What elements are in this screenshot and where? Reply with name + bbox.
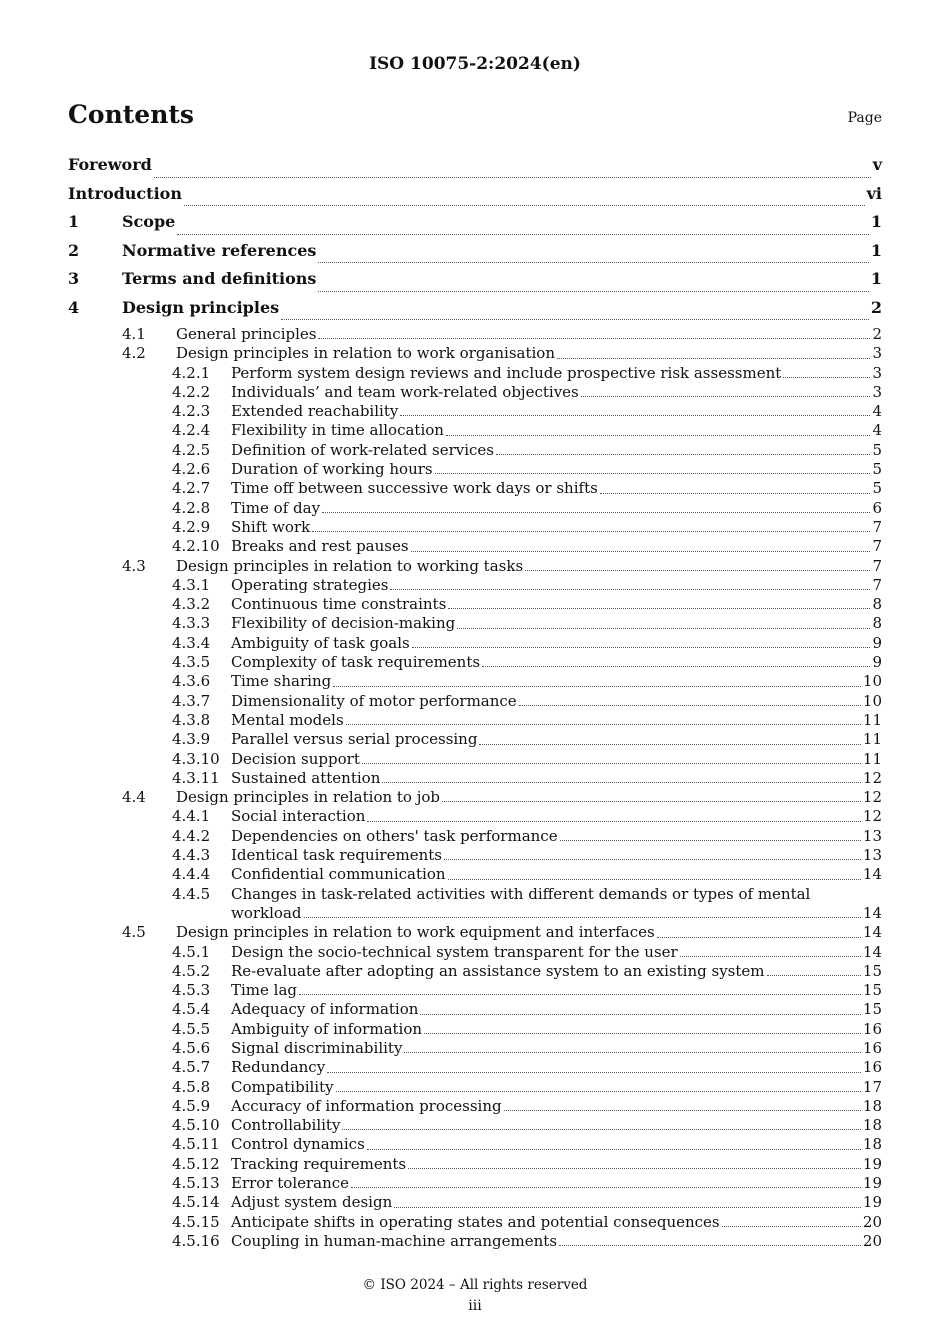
toc-entry-page: 3 bbox=[872, 363, 882, 382]
toc-entry-page: 6 bbox=[872, 498, 882, 517]
toc-entry[interactable] bbox=[68, 364, 882, 383]
toc-entry-page: 11 bbox=[862, 710, 882, 729]
toc-entry-title: Normative references bbox=[122, 240, 317, 260]
toc-entry-number: 4.3.9 bbox=[172, 730, 211, 749]
toc-entry-number: 4.5.10 bbox=[172, 1116, 220, 1135]
toc-entry-number: 4.2.6 bbox=[172, 460, 211, 479]
toc-entry-page: 7 bbox=[872, 537, 882, 556]
toc-entry-title: Design principles in relation to work equipment and interfaces bbox=[176, 923, 655, 942]
toc-entry-number: 4.5.16 bbox=[172, 1231, 220, 1250]
toc-entry-page: 19 bbox=[862, 1174, 882, 1193]
toc-entry[interactable] bbox=[68, 557, 882, 576]
toc-entry-page: 4 bbox=[872, 402, 882, 421]
toc-entry-page: 19 bbox=[862, 1193, 882, 1212]
toc-entry-page: 16 bbox=[862, 1019, 882, 1038]
toc-entry-title: Flexibility in time allocation bbox=[231, 421, 444, 440]
toc-entry-page: 10 bbox=[862, 672, 882, 691]
toc-entry[interactable] bbox=[68, 183, 882, 212]
toc-entry-page: 12 bbox=[862, 768, 882, 787]
toc-entry-title: Sustained attention bbox=[231, 768, 381, 787]
toc-entry-page: 8 bbox=[872, 595, 882, 614]
toc-entry-number: 4.5.9 bbox=[172, 1096, 211, 1115]
toc-entry-title: Control dynamics bbox=[231, 1135, 365, 1154]
toc-entry-number: 4.3.8 bbox=[172, 710, 211, 729]
toc-entry-page: 5 bbox=[872, 440, 882, 459]
toc-dot-leader bbox=[177, 234, 869, 235]
toc-dot-leader bbox=[496, 454, 870, 455]
toc-entry-page: 15 bbox=[862, 981, 882, 1000]
toc-entry[interactable] bbox=[68, 402, 882, 421]
toc-entry-number: 4.4.5 bbox=[172, 884, 211, 903]
toc-entry-number: 4 bbox=[68, 297, 80, 317]
toc-entry-page: 12 bbox=[862, 788, 882, 807]
toc-dot-leader bbox=[304, 917, 861, 918]
toc-entry-number: 4.3.4 bbox=[172, 633, 211, 652]
toc-entry[interactable] bbox=[68, 962, 882, 981]
toc-entry-title: Identical task requirements bbox=[231, 846, 442, 865]
toc-entry-page: 19 bbox=[862, 1154, 882, 1173]
toc-dot-leader bbox=[281, 319, 869, 320]
toc-entry-title: Time off between successive work days or shifts bbox=[231, 479, 598, 498]
toc-entry-title: Dependencies on others' task performance bbox=[231, 826, 558, 845]
toc-dot-leader bbox=[351, 1187, 861, 1188]
toc-entry-page: 7 bbox=[872, 556, 882, 575]
toc-entry-number: 4.5.15 bbox=[172, 1212, 220, 1231]
toc-entry-title: Individuals’ and team work-related objectives bbox=[231, 382, 579, 401]
toc-entry[interactable] bbox=[68, 154, 882, 183]
toc-dot-leader bbox=[600, 493, 871, 494]
toc-entry[interactable] bbox=[68, 383, 882, 402]
toc-entry[interactable] bbox=[68, 518, 882, 537]
toc-entry-title: Redundancy bbox=[231, 1058, 326, 1077]
toc-entry-page: 1 bbox=[870, 212, 882, 231]
toc-dot-leader bbox=[327, 1072, 861, 1073]
toc-entry[interactable] bbox=[68, 1039, 882, 1058]
toc-entry[interactable] bbox=[68, 499, 882, 518]
toc-entry-number: 4.3.6 bbox=[172, 672, 211, 691]
toc-entry-page: 4 bbox=[872, 421, 882, 440]
toc-entry-page: 14 bbox=[862, 942, 882, 961]
toc-entry[interactable] bbox=[68, 807, 882, 826]
toc-entry-page: v bbox=[872, 155, 882, 174]
toc-dot-leader bbox=[783, 377, 870, 378]
toc-entry[interactable] bbox=[68, 865, 882, 884]
toc-dot-leader bbox=[424, 1033, 861, 1034]
toc-dot-leader bbox=[482, 666, 870, 667]
toc-entry-number: 4.4.4 bbox=[172, 865, 211, 884]
toc-entry-page: 18 bbox=[862, 1116, 882, 1135]
toc-dot-leader bbox=[680, 956, 861, 957]
toc-entry-page: 5 bbox=[872, 479, 882, 498]
toc-dot-leader bbox=[448, 879, 861, 880]
page-title: Contents bbox=[68, 100, 195, 129]
toc-entry-number: 4.5.6 bbox=[172, 1038, 211, 1057]
toc-entry[interactable] bbox=[68, 923, 882, 942]
toc-entry-page: 1 bbox=[870, 240, 882, 260]
toc-dot-leader bbox=[346, 724, 861, 725]
toc-dot-leader bbox=[557, 358, 870, 359]
toc-entry-title: Confidential communication bbox=[231, 865, 446, 884]
toc-entry-page: 10 bbox=[862, 691, 882, 710]
toc-entry-number: 4.4.2 bbox=[172, 826, 211, 845]
toc-entry[interactable] bbox=[68, 240, 882, 269]
toc-entry-number: 4.5.11 bbox=[172, 1135, 220, 1154]
toc-entry-title: Definition of work-related services bbox=[231, 440, 494, 459]
toc-dot-leader bbox=[420, 1014, 861, 1015]
toc-entry-title: Complexity of task requirements bbox=[231, 653, 481, 672]
toc-entry-page: 14 bbox=[862, 865, 882, 884]
toc-entry-title-continued: workload bbox=[231, 903, 302, 922]
toc-entry-number: 4.2 bbox=[122, 344, 146, 363]
toc-dot-leader bbox=[312, 531, 870, 532]
toc-entry-number: 4.5.4 bbox=[172, 1000, 211, 1019]
toc-entry-number: 4.3.2 bbox=[172, 595, 211, 614]
toc-entry-number: 4.2.7 bbox=[172, 479, 211, 498]
toc-entry-title: Shift work bbox=[231, 517, 311, 536]
toc-entry[interactable] bbox=[68, 595, 882, 614]
toc-dot-leader bbox=[318, 262, 868, 263]
toc-entry[interactable] bbox=[68, 421, 882, 440]
toc-entry-number: 4.5.2 bbox=[172, 961, 211, 980]
toc-entry[interactable] bbox=[68, 885, 882, 924]
toc-dot-leader bbox=[457, 628, 870, 629]
toc-entry-title: Ambiguity of task goals bbox=[231, 633, 410, 652]
toc-dot-leader bbox=[333, 686, 861, 687]
toc-entry-number: 1 bbox=[68, 212, 80, 231]
toc-entry-title: Foreword bbox=[68, 155, 152, 174]
toc-entry-page: 13 bbox=[862, 826, 882, 845]
toc-entry[interactable] bbox=[68, 1193, 882, 1212]
toc-entry[interactable] bbox=[68, 769, 882, 788]
toc-entry[interactable] bbox=[68, 1174, 882, 1193]
toc-entry-number: 4.5.12 bbox=[172, 1154, 220, 1173]
toc-dot-leader bbox=[442, 801, 861, 802]
toc-entry-title: Introduction bbox=[68, 183, 182, 203]
toc-entry-number: 4.3.7 bbox=[172, 691, 211, 710]
toc-entry-page: 12 bbox=[862, 807, 882, 826]
toc-entry[interactable] bbox=[68, 711, 882, 730]
toc-dot-leader bbox=[336, 1091, 861, 1092]
toc-entry-title: Duration of working hours bbox=[231, 460, 433, 479]
toc-entry-page: 16 bbox=[862, 1058, 882, 1077]
toc-entry-number: 4.3.10 bbox=[172, 749, 220, 768]
toc-entry-number: 4.4.1 bbox=[172, 807, 211, 826]
toc-entry-title: Adequacy of information bbox=[231, 1000, 419, 1019]
toc-entry-title: Dimensionality of motor performance bbox=[231, 691, 517, 710]
toc-dot-leader bbox=[525, 570, 870, 571]
toc-entry[interactable] bbox=[68, 827, 882, 846]
toc-entry-page: 20 bbox=[862, 1212, 882, 1231]
toc-entry-title: Signal discriminability bbox=[231, 1038, 403, 1057]
toc-entry[interactable] bbox=[68, 479, 882, 498]
toc-entry[interactable] bbox=[68, 1232, 882, 1251]
toc-entry-number: 4.5.1 bbox=[172, 942, 211, 961]
toc-entry[interactable] bbox=[68, 1058, 882, 1077]
toc-entry-title: Time sharing bbox=[231, 672, 332, 691]
toc-entry-title: Decision support bbox=[231, 749, 360, 768]
toc-entry-page: 18 bbox=[862, 1096, 882, 1115]
toc-entry[interactable] bbox=[68, 344, 882, 363]
toc-entry-number: 4.2.2 bbox=[172, 382, 211, 401]
toc-entry-number: 4.3.5 bbox=[172, 653, 211, 672]
toc-dot-leader bbox=[400, 415, 870, 416]
toc-entry-title: Changes in task-related activities with different demands or types of mental bbox=[231, 884, 811, 903]
toc-entry[interactable] bbox=[68, 672, 882, 691]
toc-dot-leader bbox=[404, 1052, 860, 1053]
toc-entry[interactable] bbox=[68, 1135, 882, 1154]
toc-entry-title: Anticipate shifts in operating states and potential consequences bbox=[231, 1212, 720, 1231]
toc-entry-title: Social interaction bbox=[231, 807, 366, 826]
copyright-footer: © ISO 2024 – All rights reserved bbox=[362, 1277, 588, 1293]
toc-entry-title: Design principles in relation to work organisation bbox=[176, 344, 555, 363]
toc-entry[interactable] bbox=[68, 1020, 882, 1039]
toc-entry-page: 13 bbox=[862, 846, 882, 865]
toc-entry-title: Adjust system design bbox=[231, 1193, 393, 1212]
toc-entry-title: Extended reachability bbox=[231, 402, 399, 421]
toc-entry[interactable] bbox=[68, 614, 882, 633]
toc-entry-title: Design principles in relation to job bbox=[176, 788, 441, 807]
toc-dot-leader bbox=[444, 859, 861, 860]
toc-entry-number: 4.5.8 bbox=[172, 1077, 211, 1096]
toc-entry-number: 4.4 bbox=[122, 788, 146, 807]
toc-entry-number: 4.5.5 bbox=[172, 1019, 211, 1038]
toc-entry[interactable] bbox=[68, 1116, 882, 1135]
toc-dot-leader bbox=[446, 435, 871, 436]
toc-entry[interactable] bbox=[68, 537, 882, 556]
toc-entry[interactable] bbox=[68, 692, 882, 711]
toc-entry-title: Scope bbox=[122, 212, 176, 231]
toc-entry-number: 4.1 bbox=[122, 325, 146, 343]
toc-entry-number: 4.2.5 bbox=[172, 440, 211, 459]
toc-dot-leader bbox=[435, 473, 871, 474]
toc-entry[interactable] bbox=[68, 653, 882, 672]
toc-dot-leader bbox=[504, 1110, 861, 1111]
toc-entry-title: Design principles bbox=[122, 297, 280, 317]
toc-entry-page: 17 bbox=[862, 1077, 882, 1096]
toc-entry-page: 2 bbox=[872, 325, 882, 343]
toc-dot-leader bbox=[519, 705, 861, 706]
toc-dot-leader bbox=[411, 551, 871, 552]
toc-entry-title: Mental models bbox=[231, 710, 344, 729]
toc-dot-leader bbox=[767, 975, 861, 976]
toc-entry[interactable] bbox=[68, 297, 882, 326]
toc-dot-leader bbox=[154, 177, 871, 178]
toc-entry-number: 4.3.1 bbox=[172, 575, 211, 594]
page-number: iii bbox=[468, 1298, 482, 1314]
toc-dot-leader bbox=[448, 608, 870, 609]
toc-entry-number: 4.2.3 bbox=[172, 402, 211, 421]
toc-dot-leader bbox=[362, 763, 861, 764]
page-column-label: Page bbox=[847, 110, 882, 126]
toc-entry-page: 14 bbox=[862, 903, 882, 922]
toc-entry-title: Time lag bbox=[231, 981, 298, 1000]
toc-entry-title: Terms and definitions bbox=[122, 269, 317, 288]
toc-entry-page: 18 bbox=[862, 1135, 882, 1154]
toc-entry-number: 4.2.4 bbox=[172, 421, 211, 440]
toc-entry-title: Continuous time constraints bbox=[231, 595, 447, 614]
toc-entry-page: 8 bbox=[872, 614, 882, 633]
toc-entry-title: Tracking requirements bbox=[231, 1154, 407, 1173]
toc-entry-title: Time of day bbox=[231, 498, 321, 517]
toc-entry-title: Design the socio-technical system transparent for the user bbox=[231, 942, 678, 961]
toc-dot-leader bbox=[382, 782, 861, 783]
toc-entry-page: 9 bbox=[872, 653, 882, 672]
toc-entry-page: 15 bbox=[862, 961, 882, 980]
toc-entry[interactable] bbox=[68, 576, 882, 595]
toc-dot-leader bbox=[479, 744, 860, 745]
toc-entry-title: Perform system design reviews and include prospective risk assessment bbox=[231, 363, 782, 382]
toc-entry-page: 2 bbox=[870, 297, 882, 317]
toc-entry[interactable] bbox=[68, 460, 882, 479]
toc-dot-leader bbox=[581, 396, 871, 397]
toc-entry-page: 15 bbox=[862, 1000, 882, 1019]
toc-entry-number: 4.3 bbox=[122, 556, 146, 575]
toc-entry[interactable] bbox=[68, 1078, 882, 1097]
toc-entry-number: 4.5.13 bbox=[172, 1174, 220, 1193]
toc-entry-title: Breaks and rest pauses bbox=[231, 537, 409, 556]
toc-entry[interactable] bbox=[68, 1000, 882, 1019]
toc-dot-leader bbox=[559, 1245, 861, 1246]
toc-entry[interactable] bbox=[68, 788, 882, 807]
toc-entry-title: Accuracy of information processing bbox=[231, 1096, 502, 1115]
toc-entry-number: 4.5 bbox=[122, 923, 146, 942]
toc-entry-page: 20 bbox=[862, 1231, 882, 1250]
toc-entry-number: 4.5.7 bbox=[172, 1058, 211, 1077]
toc-entry-page: 7 bbox=[872, 575, 882, 594]
toc-dot-leader bbox=[322, 512, 870, 513]
toc-entry-number: 4.2.9 bbox=[172, 517, 211, 536]
table-of-contents bbox=[68, 154, 882, 1251]
toc-entry-page: 11 bbox=[862, 730, 882, 749]
toc-entry-title: Controllability bbox=[231, 1116, 341, 1135]
toc-entry[interactable] bbox=[68, 211, 882, 240]
toc-entry[interactable] bbox=[68, 268, 882, 297]
toc-entry-number: 3 bbox=[68, 269, 80, 288]
toc-entry-page: 16 bbox=[862, 1038, 882, 1057]
toc-entry[interactable] bbox=[68, 634, 882, 653]
toc-entry-page: 7 bbox=[872, 517, 882, 536]
toc-entry-number: 2 bbox=[68, 240, 80, 260]
toc-entry[interactable] bbox=[68, 325, 882, 344]
toc-entry-page: 1 bbox=[870, 269, 882, 288]
toc-entry[interactable] bbox=[68, 943, 882, 962]
toc-entry-title: General principles bbox=[176, 325, 317, 343]
toc-entry-page: vi bbox=[866, 183, 882, 203]
document-header: ISO 10075-2:2024(en) bbox=[369, 54, 581, 74]
toc-entry[interactable] bbox=[68, 1155, 882, 1174]
toc-entry[interactable] bbox=[68, 750, 882, 769]
toc-dot-leader bbox=[657, 937, 861, 938]
toc-entry-title: Ambiguity of information bbox=[231, 1019, 423, 1038]
toc-entry[interactable] bbox=[68, 981, 882, 1000]
toc-dot-leader bbox=[342, 1129, 860, 1130]
toc-entry-number: 4.5.14 bbox=[172, 1193, 220, 1212]
toc-entry-page: 5 bbox=[872, 460, 882, 479]
toc-dot-leader bbox=[367, 1149, 861, 1150]
toc-entry-number: 4.3.11 bbox=[172, 768, 220, 787]
toc-dot-leader bbox=[184, 205, 865, 206]
toc-dot-leader bbox=[367, 821, 860, 822]
toc-entry-title: Design principles in relation to working tasks bbox=[176, 556, 524, 575]
toc-dot-leader bbox=[394, 1207, 861, 1208]
toc-entry[interactable] bbox=[68, 1213, 882, 1232]
toc-dot-leader bbox=[412, 647, 871, 648]
toc-entry-page: 3 bbox=[872, 344, 882, 363]
toc-dot-leader bbox=[390, 589, 870, 590]
toc-entry[interactable] bbox=[68, 730, 882, 749]
toc-entry-title: Coupling in human-machine arrangements bbox=[231, 1231, 558, 1250]
toc-entry-number: 4.2.1 bbox=[172, 363, 211, 382]
toc-entry-number: 4.3.3 bbox=[172, 614, 211, 633]
toc-dot-leader bbox=[318, 338, 870, 339]
toc-dot-leader bbox=[318, 291, 868, 292]
toc-entry[interactable] bbox=[68, 1097, 882, 1116]
toc-entry-title: Compatibility bbox=[231, 1077, 334, 1096]
toc-entry-page: 14 bbox=[862, 923, 882, 942]
toc-entry-title: Parallel versus serial processing bbox=[231, 730, 478, 749]
toc-entry-page: 9 bbox=[872, 633, 882, 652]
toc-entry-page: 11 bbox=[862, 749, 882, 768]
toc-entry-title: Operating strategies bbox=[231, 575, 389, 594]
toc-entry-page: 3 bbox=[872, 382, 882, 401]
toc-entry[interactable] bbox=[68, 441, 882, 460]
toc-entry[interactable] bbox=[68, 846, 882, 865]
toc-entry-title: Error tolerance bbox=[231, 1174, 350, 1193]
toc-dot-leader bbox=[299, 994, 861, 995]
toc-entry-number: 4.2.10 bbox=[172, 537, 220, 556]
toc-entry-title: Re-evaluate after adopting an assistance system to an existing system bbox=[231, 961, 765, 980]
toc-entry-title: Flexibility of decision-making bbox=[231, 614, 456, 633]
toc-entry-number: 4.4.3 bbox=[172, 846, 211, 865]
toc-dot-leader bbox=[722, 1226, 861, 1227]
toc-entry-number: 4.5.3 bbox=[172, 981, 211, 1000]
toc-dot-leader bbox=[560, 840, 861, 841]
toc-dot-leader bbox=[408, 1168, 861, 1169]
toc-entry-number: 4.2.8 bbox=[172, 498, 211, 517]
